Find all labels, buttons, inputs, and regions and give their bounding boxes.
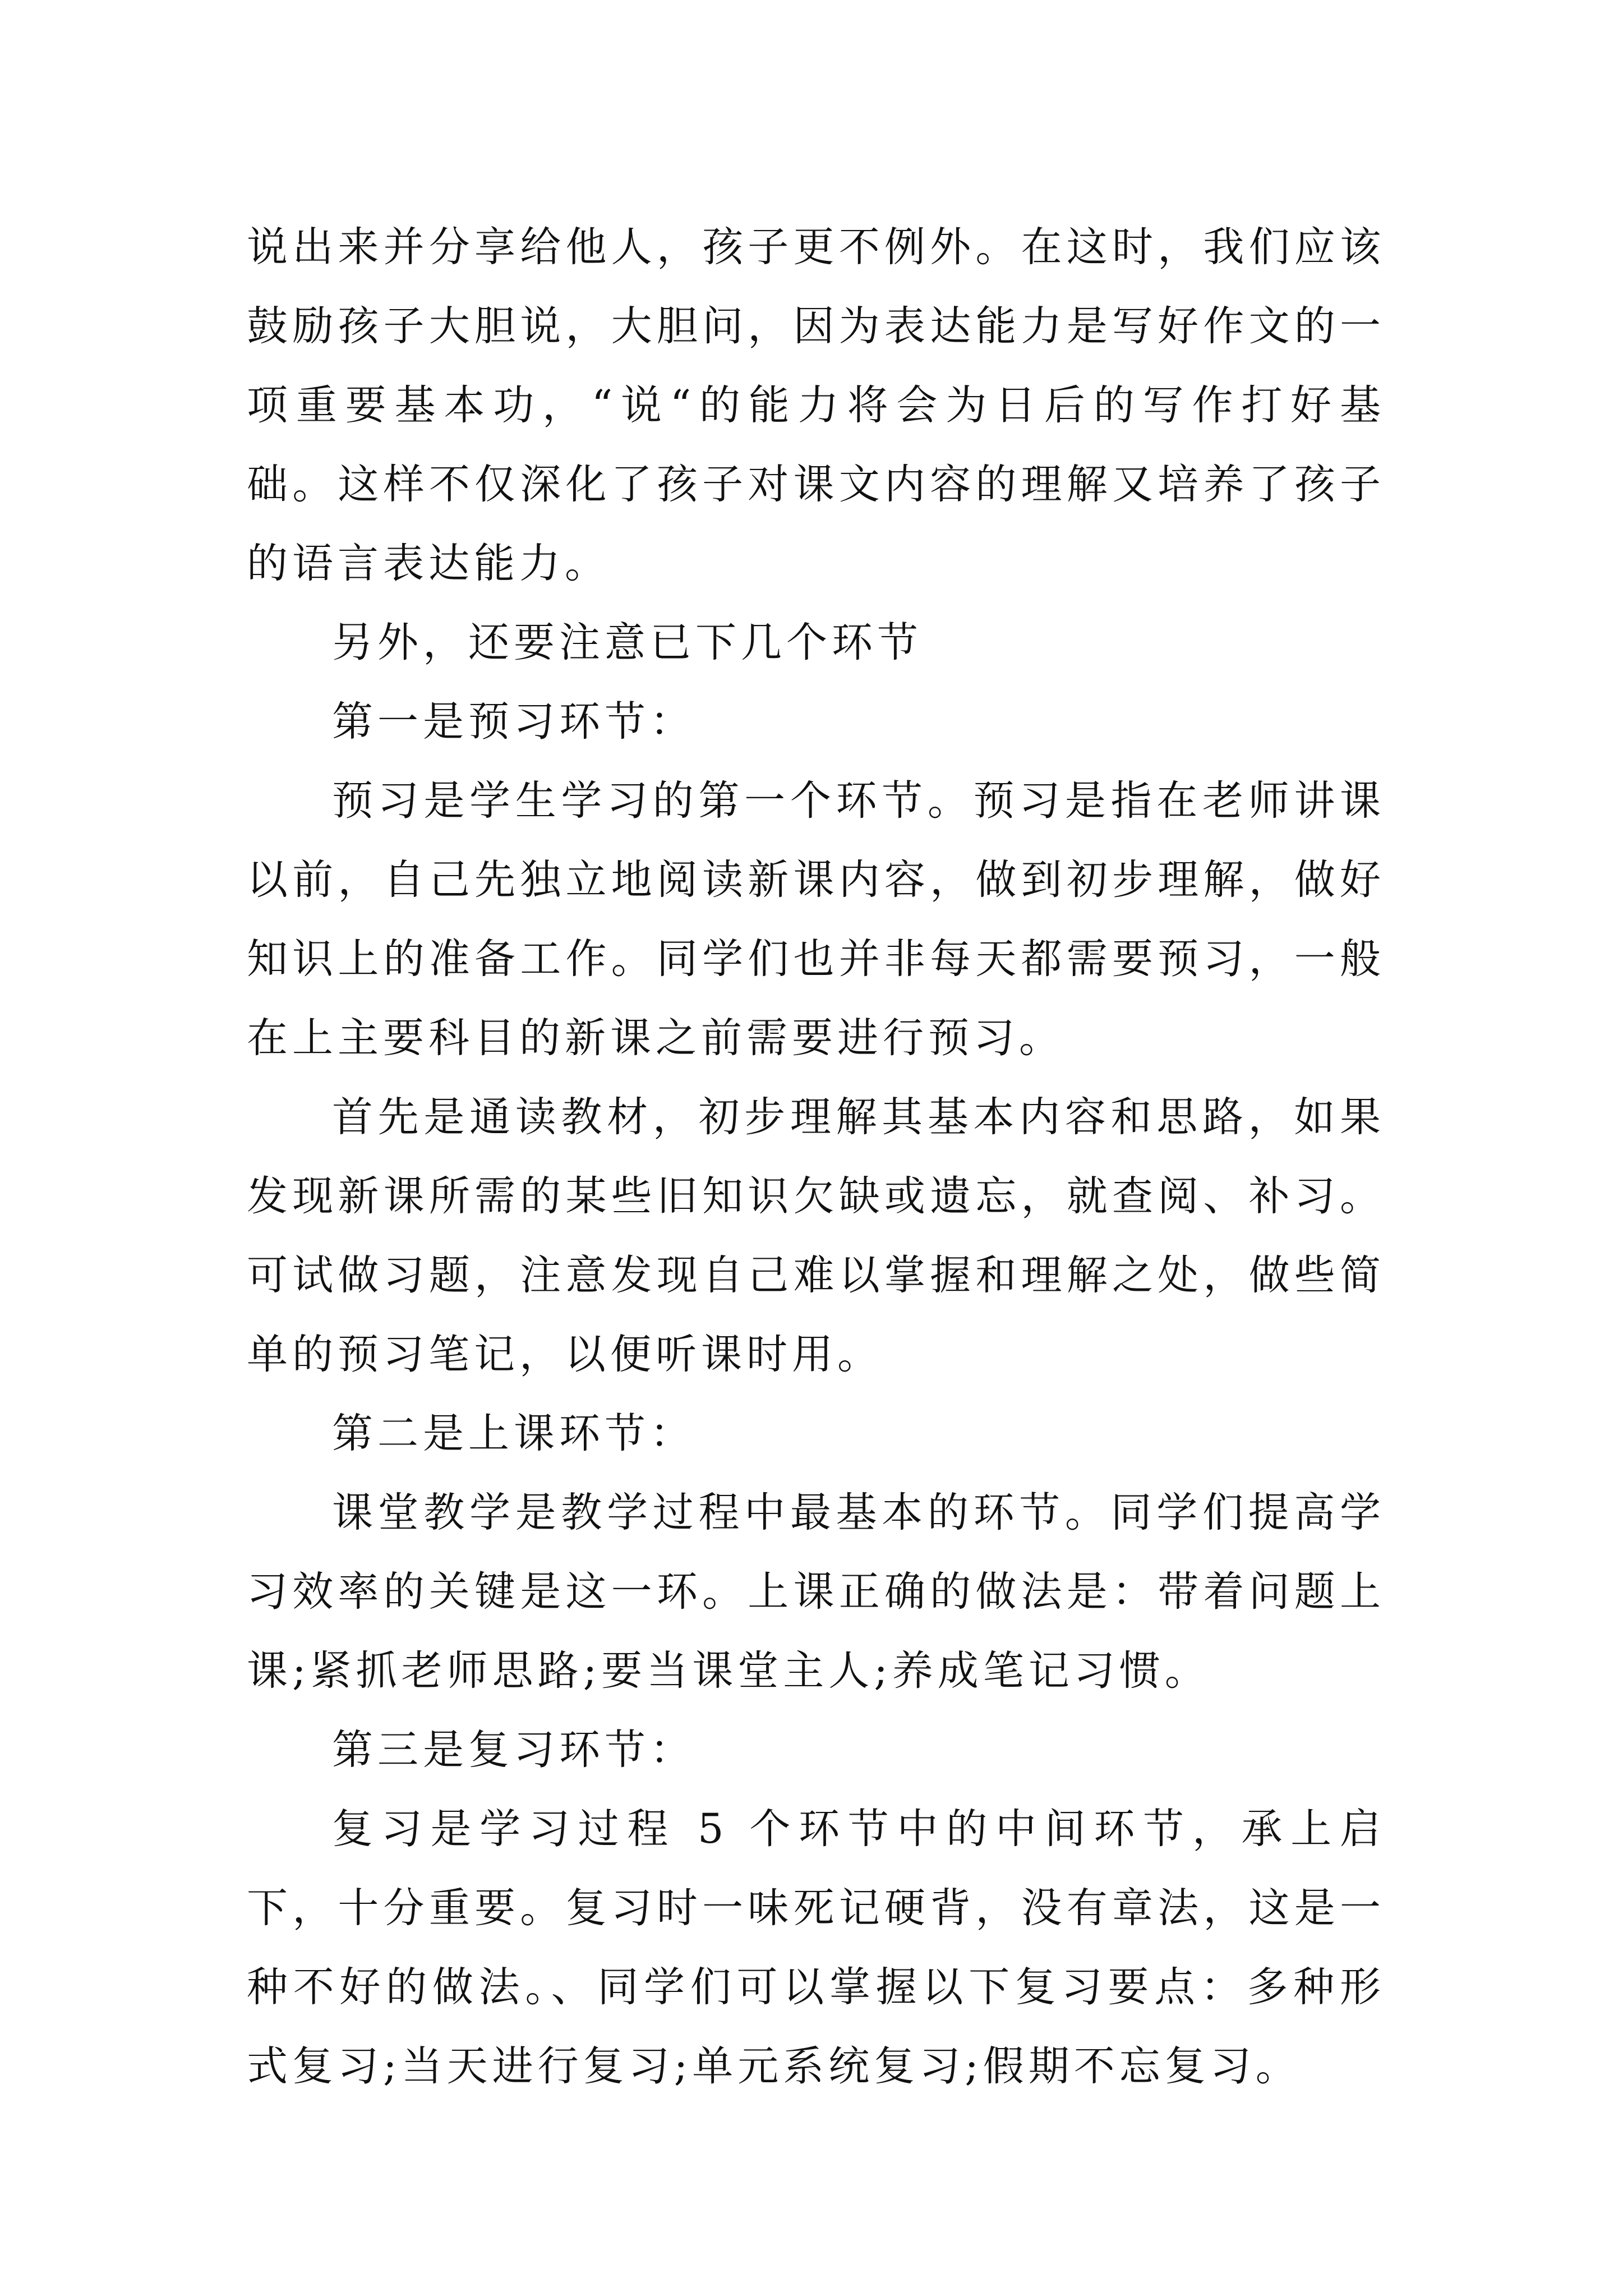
paragraph-continuation: 说出来并分享给他人，孩子更不例外。在这时，我们应该鼓励孩子大胆说，大胆问，因为表达能力是写好作文的一项重要基本功，“说“的能力将会为日后的写作打好基础。这样不仅深化了孩子对课文内容的理解又培养了孩子的语言表达能力。 <box>247 223 1385 587</box>
heading-step-three: 第三是复习环节： <box>332 1726 695 1774</box>
paragraph-class: 课堂教学是教学过程中最基本的环节。同学们提高学习效率的关键是这一环。上课正确的做法是：带着问题上课;紧抓老师思路;要当课堂主人;养成笔记习惯。 <box>247 1489 1385 1695</box>
heading-step-one: 第一是预习环节： <box>332 698 695 746</box>
heading-step-two: 第二是上课环节： <box>332 1410 695 1457</box>
paragraph-intro-steps: 另外，还要注意已下几个环节 <box>332 619 923 666</box>
paragraph-preview-method: 首先是通读教材，初步理解其基本内容和思路，如果发现新课所需的某些旧知识欠缺或遗忘，就查阅、补习。可试做习题，注意发现自己难以掌握和理解之处，做些简单的预习笔记，以便听课时用。 <box>247 1093 1385 1378</box>
document-body <box>247 208 1385 2106</box>
paragraph-review: 复习是学习过程 5 个环节中的中间环节，承上启下，十分重要。复习时一味死记硬背，没有章法，这是一种不好的做法。、同学们可以掌握以下复习要点：多种形式复习;当天进行复习;单元系统复习;假期不忘复习。 <box>247 1805 1385 2090</box>
paragraph-preview-definition: 预习是学生学习的第一个环节。预习是指在老师讲课以前，自己先独立地阅读新课内容，做到初步理解，做好知识上的准备工作。同学们也并非每天都需要预习，一般在上主要科目的新课之前需要进行预习。 <box>247 777 1385 1062</box>
